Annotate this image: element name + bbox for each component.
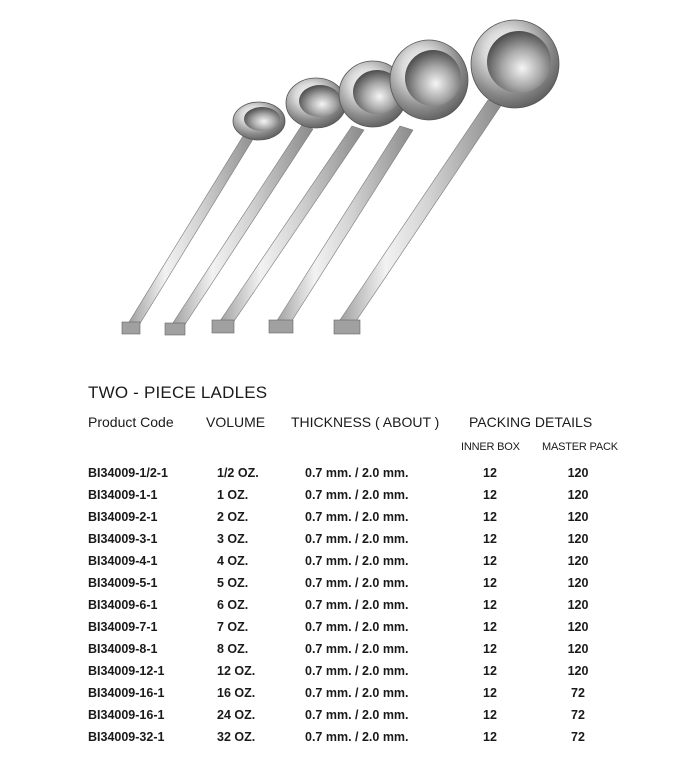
table-row [0, 730, 700, 752]
master-pack-cell: 72 [571, 708, 585, 722]
master-pack-cell: 120 [567, 510, 589, 524]
master-pack-cell: 120 [567, 598, 589, 612]
volume-cell: 1/2 OZ. [217, 466, 259, 480]
thickness-cell: 0.7 mm. / 2.0 mm. [305, 708, 409, 722]
master-pack-cell: 120 [567, 664, 589, 678]
master-pack-cell: 120 [567, 554, 589, 568]
volume-cell: 24 OZ. [217, 708, 256, 722]
table-row [0, 708, 700, 730]
thickness-cell: 0.7 mm. / 2.0 mm. [305, 554, 409, 568]
thickness-cell: 0.7 mm. / 2.0 mm. [305, 532, 409, 546]
table-row [0, 576, 700, 598]
product-code-cell: BI34009-8-1 [88, 642, 158, 656]
master-pack-cell: 72 [571, 730, 585, 744]
master-pack-cell: 120 [567, 488, 589, 502]
product-code-cell: BI34009-32-1 [88, 730, 165, 744]
volume-cell: 12 OZ. [217, 664, 256, 678]
master-pack-cell: 120 [567, 576, 589, 590]
master-pack-cell: 120 [567, 532, 589, 546]
table-row [0, 532, 700, 554]
table-row [0, 554, 700, 576]
inner-box-cell: 12 [483, 598, 497, 612]
table-row [0, 642, 700, 664]
inner-box-cell: 12 [483, 730, 497, 744]
product-code-cell: BI34009-12-1 [88, 664, 165, 678]
volume-cell: 7 OZ. [217, 620, 249, 634]
volume-cell: 4 OZ. [217, 554, 249, 568]
ladles-product-image [0, 0, 700, 370]
volume-cell: 16 OZ. [217, 686, 256, 700]
header-product-code: Product Code [88, 414, 174, 430]
inner-box-cell: 12 [483, 466, 497, 480]
product-code-cell: BI34009-1/2-1 [88, 466, 168, 480]
table-row [0, 466, 700, 488]
thickness-cell: 0.7 mm. / 2.0 mm. [305, 642, 409, 656]
header-master-pack: MASTER PACK [542, 441, 618, 453]
master-pack-cell: 72 [571, 686, 585, 700]
product-table [0, 466, 700, 752]
inner-box-cell: 12 [483, 488, 497, 502]
product-code-cell: BI34009-2-1 [88, 510, 158, 524]
inner-box-cell: 12 [483, 620, 497, 634]
product-code-cell: BI34009-1-1 [88, 488, 158, 502]
thickness-cell: 0.7 mm. / 2.0 mm. [305, 510, 409, 524]
table-row [0, 686, 700, 708]
thickness-cell: 0.7 mm. / 2.0 mm. [305, 664, 409, 678]
product-code-cell: BI34009-4-1 [88, 554, 158, 568]
thickness-cell: 0.7 mm. / 2.0 mm. [305, 620, 409, 634]
ladle-half-oz [122, 102, 285, 334]
product-code-cell: BI34009-7-1 [88, 620, 158, 634]
table-row [0, 598, 700, 620]
volume-cell: 32 OZ. [217, 730, 256, 744]
master-pack-cell: 120 [567, 466, 589, 480]
volume-cell: 3 OZ. [217, 532, 249, 546]
table-row [0, 488, 700, 510]
volume-cell: 8 OZ. [217, 642, 249, 656]
table-row [0, 620, 700, 642]
table-row [0, 510, 700, 532]
inner-box-cell: 12 [483, 576, 497, 590]
thickness-cell: 0.7 mm. / 2.0 mm. [305, 730, 409, 744]
thickness-cell: 0.7 mm. / 2.0 mm. [305, 488, 409, 502]
volume-cell: 5 OZ. [217, 576, 249, 590]
thickness-cell: 0.7 mm. / 2.0 mm. [305, 576, 409, 590]
header-thickness: THICKNESS ( ABOUT ) [291, 414, 440, 430]
volume-cell: 6 OZ. [217, 598, 249, 612]
inner-box-cell: 12 [483, 642, 497, 656]
header-packing-details: PACKING DETAILS [469, 414, 593, 430]
page-title: TWO - PIECE LADLES [88, 383, 268, 402]
table-row [0, 664, 700, 686]
master-pack-cell: 120 [567, 642, 589, 656]
product-code-cell: BI34009-3-1 [88, 532, 158, 546]
inner-box-cell: 12 [483, 510, 497, 524]
product-code-cell: BI34009-5-1 [88, 576, 158, 590]
thickness-cell: 0.7 mm. / 2.0 mm. [305, 598, 409, 612]
inner-box-cell: 12 [483, 708, 497, 722]
inner-box-cell: 12 [483, 664, 497, 678]
volume-cell: 2 OZ. [217, 510, 249, 524]
inner-box-cell: 12 [483, 554, 497, 568]
inner-box-cell: 12 [483, 532, 497, 546]
master-pack-cell: 120 [567, 620, 589, 634]
inner-box-cell: 12 [483, 686, 497, 700]
thickness-cell: 0.7 mm. / 2.0 mm. [305, 466, 409, 480]
header-inner-box: INNER BOX [461, 441, 520, 453]
product-code-cell: BI34009-6-1 [88, 598, 158, 612]
product-code-cell: BI34009-16-1 [88, 708, 165, 722]
thickness-cell: 0.7 mm. / 2.0 mm. [305, 686, 409, 700]
product-code-cell: BI34009-16-1 [88, 686, 165, 700]
volume-cell: 1 OZ. [217, 488, 249, 502]
header-volume: VOLUME [206, 414, 266, 430]
